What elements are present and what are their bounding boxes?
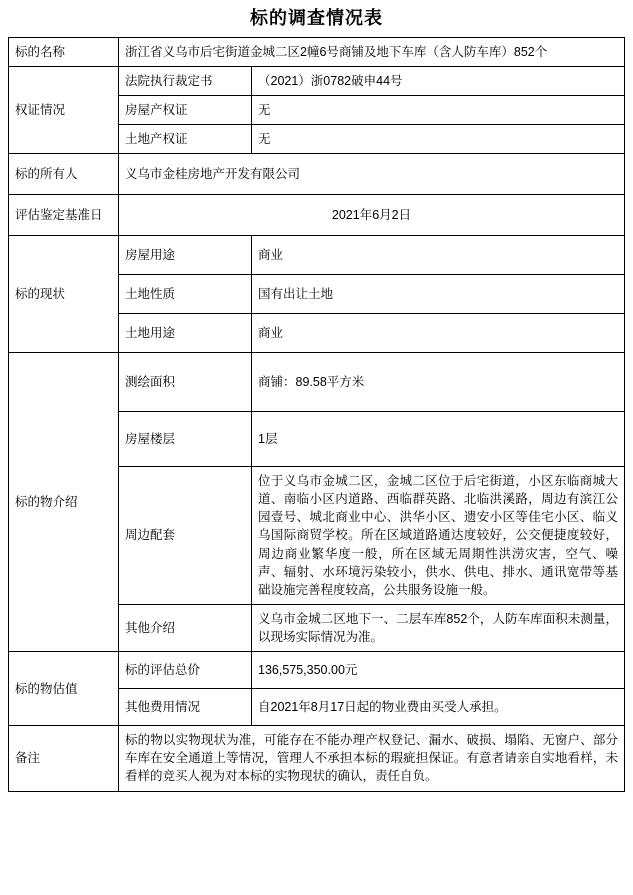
row-label-status: 标的现状 [9,236,119,353]
table-row [9,66,625,95]
row-sublabel-survey-area: 测绘面积 [119,353,252,412]
table-row [9,195,625,236]
row-label-name: 标的名称 [9,37,119,66]
row-label-remark: 备注 [9,726,119,791]
row-sublabel-land-nature: 土地性质 [119,275,252,314]
row-label-owner: 标的所有人 [9,154,119,195]
row-value-surroundings: 位于义乌市金城二区，金城二区位于后宅街道，小区东临商城大道、南临小区内道路、西临群英路、北临洪溪路，周边有滨江公园壹号、城北商业中心、洪华小区、遗安小区等佳宅小区、临义乌国际商贸学校。所在区域道路通达度较好，公交便捷度较好，周边商业繁华度一般，所在区域无周期性洪涝灾害，空气、噪声、辐射、水环境污染较小，供水、供电、排水、通讯宽带等基础设施完善程度较高，公共服务设施一般。 [252,467,625,605]
row-value-total-price: 136,575,350.00元 [252,652,625,689]
row-value-land-certificate: 无 [252,124,625,153]
row-sublabel-court-ruling: 法院执行裁定书 [119,66,252,95]
row-sublabel-surroundings: 周边配套 [119,467,252,605]
row-value-house-usage: 商业 [252,236,625,275]
row-value-name: 浙江省义乌市后宅街道金城二区2幢6号商铺及地下车库（含人防车库）852个 [119,37,625,66]
row-value-other-intro: 义乌市金城二区地下一、二层车库852个，人防车库面积未测量，以现场实际情况为准。 [252,604,625,651]
row-value-owner: 义乌市金桂房地产开发有限公司 [119,154,625,195]
table-row [9,726,625,791]
row-value-land-usage: 商业 [252,314,625,353]
table-row [9,353,625,412]
row-sublabel-land-certificate: 土地产权证 [119,124,252,153]
row-sublabel-other-fees: 其他费用情况 [119,689,252,726]
row-value-land-nature: 国有出让土地 [252,275,625,314]
row-value-house-certificate: 无 [252,95,625,124]
page-title: 标的调查情况表 [250,8,383,28]
row-sublabel-house-usage: 房屋用途 [119,236,252,275]
table-row [9,236,625,275]
row-sublabel-total-price: 标的评估总价 [119,652,252,689]
survey-table [8,37,625,792]
table-row [9,652,625,689]
row-label-intro: 标的物介绍 [9,353,119,652]
row-sublabel-house-certificate: 房屋产权证 [119,95,252,124]
row-label-rights: 权证情况 [9,66,119,153]
row-value-remark: 标的物以实物现状为准，可能存在不能办理产权登记、漏水、破损、塌陷、无窗户、部分车库在安全通道上等情况，管理人不承担本标的瑕疵担保证。有意者请亲自实地看样，未看样的竞买人视为对本标的实物现状的确认，责任自负。 [119,726,625,791]
row-value-other-fees: 自2021年8月17日起的物业费由买受人承担。 [252,689,625,726]
row-label-estimate: 标的物估值 [9,652,119,726]
row-value-floor: 1层 [252,412,625,467]
table-row [9,37,625,66]
row-label-valuation-date: 评估鉴定基准日 [9,195,119,236]
row-sublabel-other-intro: 其他介绍 [119,604,252,651]
table-row [9,154,625,195]
row-value-court-ruling: （2021）浙0782破申44号 [252,66,625,95]
row-value-survey-area: 商铺：89.58平方米 [252,353,625,412]
row-sublabel-land-usage: 土地用途 [119,314,252,353]
row-sublabel-floor: 房屋楼层 [119,412,252,467]
row-value-valuation-date: 2021年6月2日 [119,195,625,236]
